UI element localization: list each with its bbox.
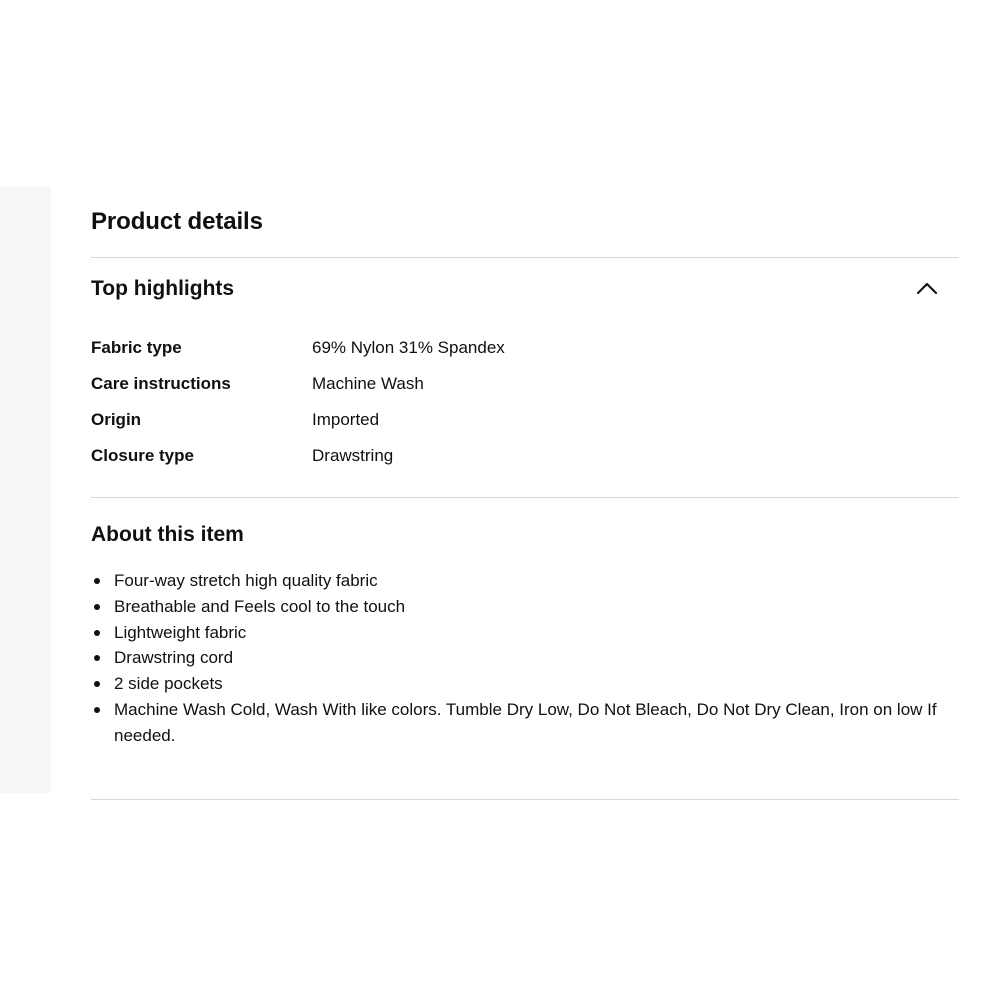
top-highlights-toggle[interactable] xyxy=(91,272,959,306)
bullet-dot-icon xyxy=(94,578,100,584)
list-item xyxy=(91,671,959,697)
spec-value: Imported xyxy=(312,410,380,429)
list-item xyxy=(91,645,959,671)
spec-value: Machine Wash xyxy=(312,374,424,393)
bullet-dot-icon xyxy=(94,655,100,661)
list-item xyxy=(91,620,959,646)
product-details-title: Product details xyxy=(91,208,263,235)
spec-value: Drawstring xyxy=(312,446,394,465)
bullet-text: Four-way stretch high quality fabric xyxy=(114,571,378,590)
bullet-text: Drawstring cord xyxy=(114,648,234,668)
about-this-item-title: About this item xyxy=(91,523,244,546)
bullet-text: Breathable and Feels cool to the touch xyxy=(114,596,406,616)
spec-label: Care instructions xyxy=(91,374,231,393)
chevron-up-icon[interactable] xyxy=(915,277,939,301)
left-rail-panel xyxy=(0,186,51,793)
spec-row-origin xyxy=(91,406,959,442)
divider xyxy=(91,257,959,258)
about-bullet-list xyxy=(91,568,959,749)
spec-value: 69% Nylon 31% Spandex xyxy=(312,338,505,357)
highlights-table xyxy=(91,334,959,478)
spec-row-care-instructions xyxy=(91,370,959,406)
bullet-dot-icon xyxy=(94,707,100,713)
bullet-dot-icon xyxy=(94,630,100,636)
list-item xyxy=(91,697,959,749)
spec-row-fabric-type xyxy=(91,334,959,370)
spec-label: Closure type xyxy=(91,446,194,465)
spec-row-closure-type xyxy=(91,442,959,478)
top-highlights-title: Top highlights xyxy=(91,277,235,300)
bullet-dot-icon xyxy=(94,681,100,687)
list-item xyxy=(91,568,959,594)
divider xyxy=(91,799,959,800)
bullet-text: Lightweight fabric xyxy=(114,622,247,642)
bullet-text: 2 side pockets xyxy=(114,674,223,694)
bullet-text: Machine Wash Cold, Wash With like colors. Tumble Dry Low, Do Not Bleach, Do Not Dry Clean, Iron on low If needed. xyxy=(114,699,937,745)
spec-label: Fabric type xyxy=(91,338,182,357)
spec-label: Origin xyxy=(91,410,142,429)
bullet-dot-icon xyxy=(94,604,100,610)
divider xyxy=(91,497,959,498)
list-item xyxy=(91,594,959,620)
